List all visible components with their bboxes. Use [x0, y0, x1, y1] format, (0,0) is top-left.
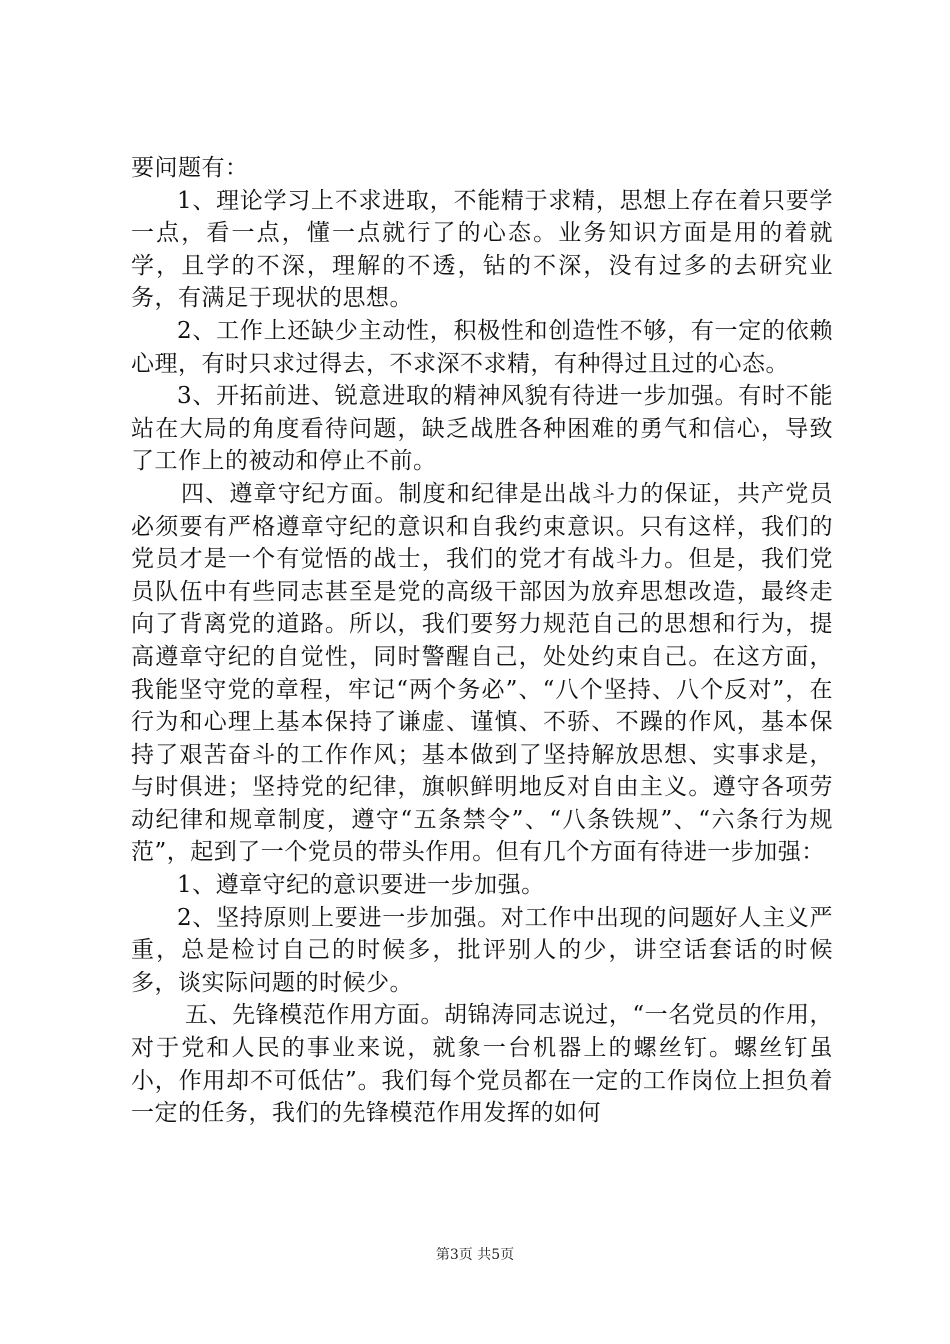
- paragraph-intro: 要问题有：: [131, 155, 249, 181]
- document-body: [131, 152, 833, 1130]
- paragraph-item-2: 2、工作上还缺少主动性，积极性和创造性不够，有一定的依赖心理，有时只求过得去，不求深不求精，有种得过且过的心态。: [131, 317, 833, 377]
- paragraph-section-4: 四、遵章守纪方面。制度和纪律是出战斗力的保证，共产党员必须要有严格遵章守纪的意识和自我约束意识。只有这样，我们的党员才是一个有觉悟的战士，我们的党才有战斗力。但是，我们党员队伍中有些同志甚至是党的高级干部因为放弃思想改造，最终走向了背离党的道路。所以，我们要努力规范自己的思想和行为，提高遵章守纪的自觉性，同时警醒自己，处处约束自己。在这方面，我能坚守党的章程，牢记“两个务必”、“八个坚持、八个反对”，在行为和心理上基本保持了谦虚、谨慎、不骄、不躁的作风，基本保持了艰苦奋斗的工作作风；基本做到了坚持解放思想、实事求是，与时俱进；坚持党的纪律，旗帜鲜明地反对自由主义。遵守各项劳动纪律和规章制度，遵守“五条禁令”、“八条铁规”、“六条行为规范”，起到了一个党员的带头作用。但有几个方面有待进一步加强：: [131, 480, 833, 866]
- paragraph-section-4-item-1: 1、遵章守纪的意识要进一步加强。: [177, 872, 545, 899]
- paragraph-section-5: 五、先锋模范作用方面。胡锦涛同志说过，“一名党员的作用，对于党和人民的事业来说，就象一台机器上的螺丝钉。螺丝钉虽小，作用却不可低估”。我们每个党员都在一定的工作岗位上担负着一定的任务，我们的先锋模范作用发挥的如何: [131, 1002, 833, 1127]
- paragraph-section-4-item-2: 2、坚持原则上要进一步加强。对工作中出现的问题好人主义严重，总是检讨自己的时候多，批评别人的少，讲空话套话的时候多，谈实际问题的时候少。: [131, 904, 833, 996]
- paragraph-item-3: 3、开拓前进、锐意进取的精神风貌有待进一步加强。有时不能站在大局的角度看待问题，缺乏战胜各种困难的勇气和信心，导致了工作上的被动和停止不前。: [131, 383, 833, 475]
- page-footer: 第3页 共5页: [435, 1247, 515, 1263]
- paragraph-item-1: 1、理论学习上不求进取，不能精于求精，思想上存在着只要学一点，看一点，懂一点就行了的心态。业务知识方面是用的着就学，且学的不深，理解的不透，钻的不深，没有过多的去研究业务，有满足于现状的思想。: [131, 187, 833, 312]
